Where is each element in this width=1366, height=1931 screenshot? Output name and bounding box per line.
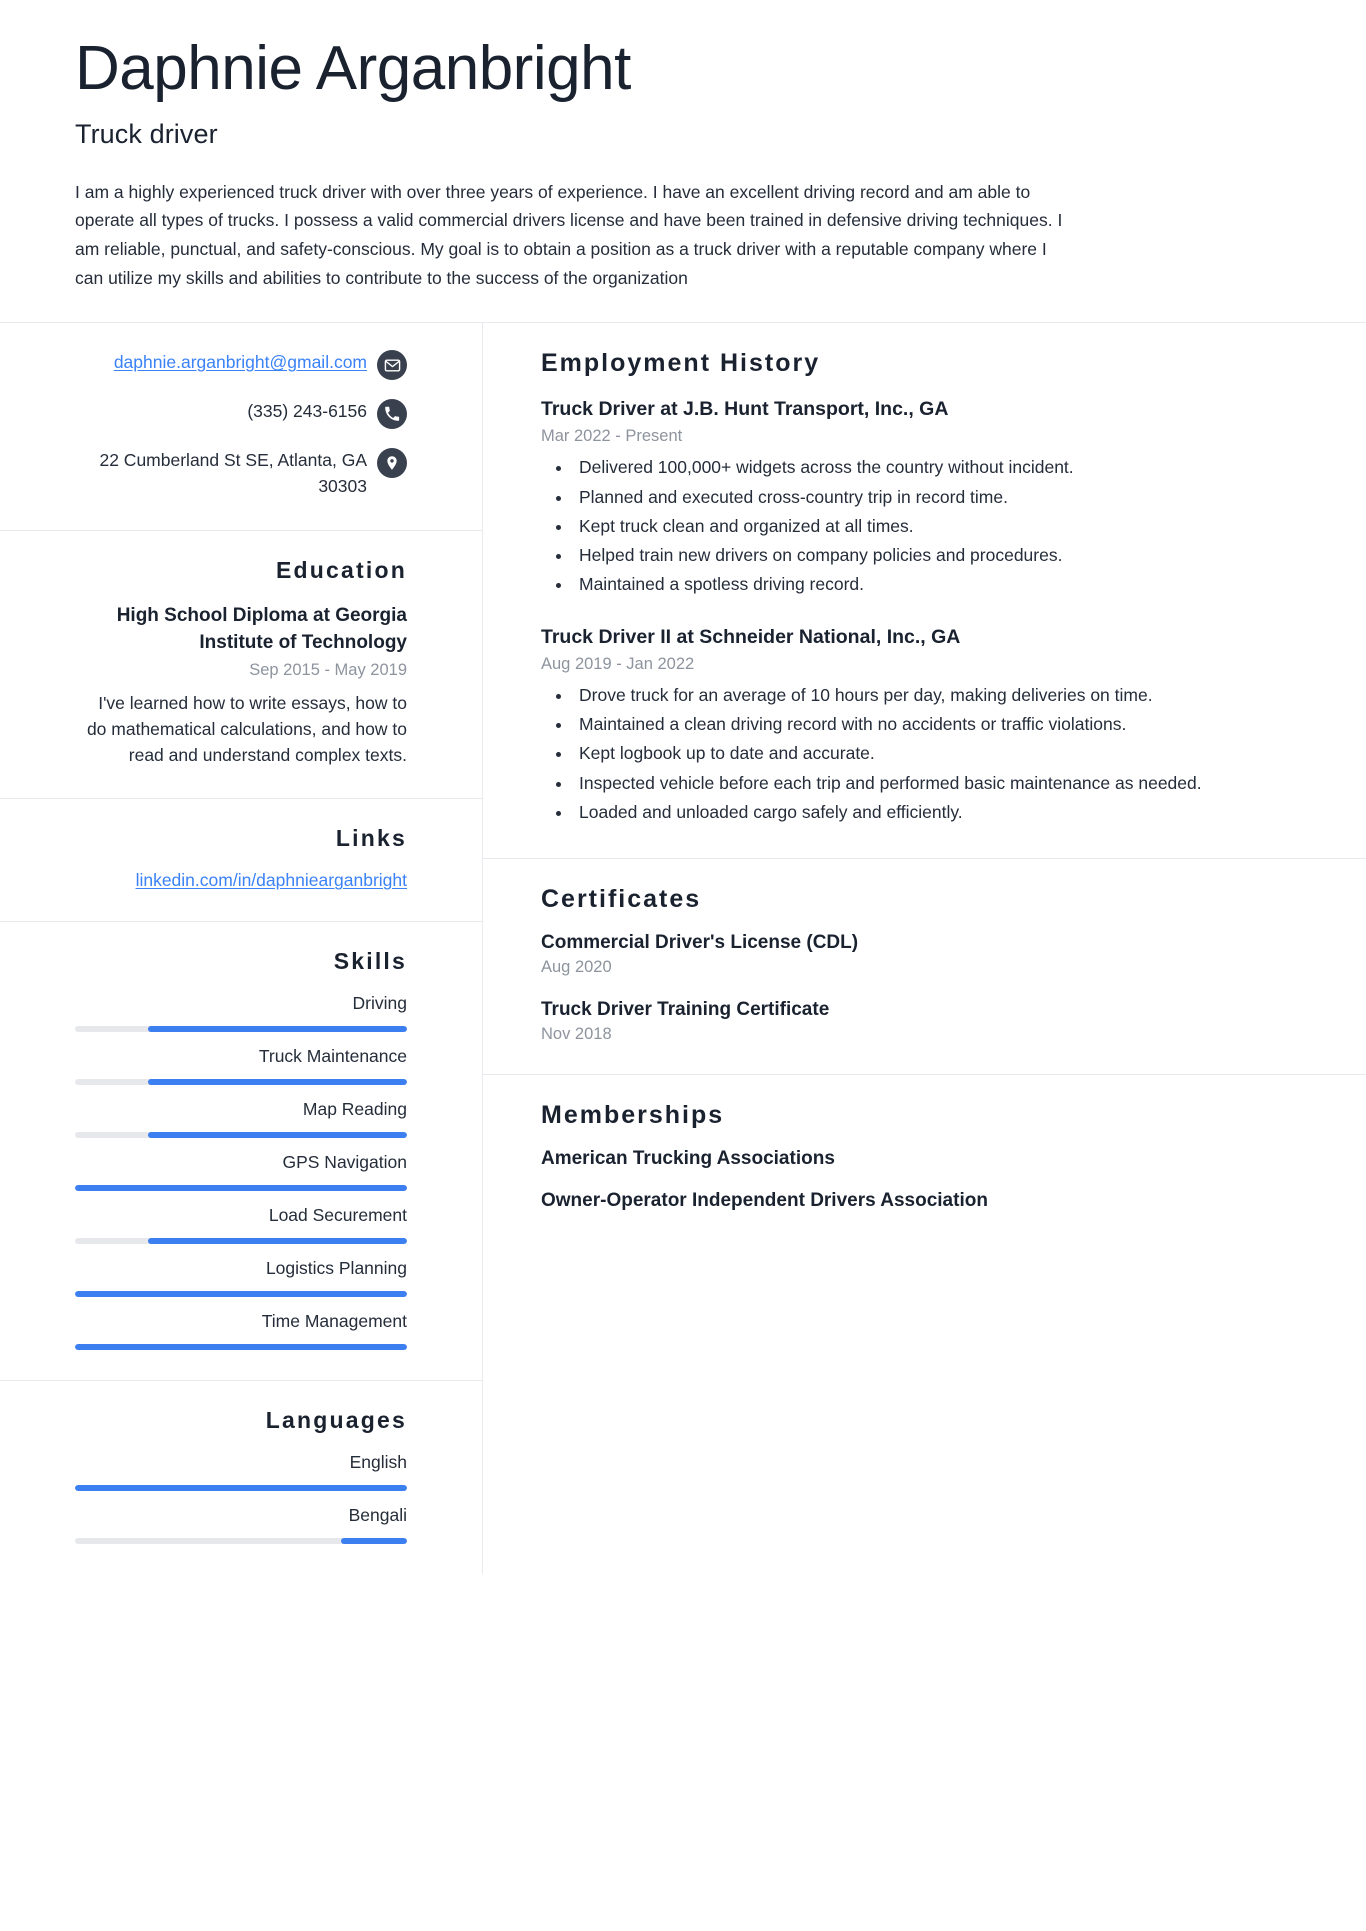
professional-summary: I am a highly experienced truck driver with over three years of experience. I have an excellent driving record and am able to operate all types of trucks. I possess a valid commercial drivers license and have been trained in defensive driving techniques. I am reliable, punctual, and safety-conscious. My goal is to obtain a position as a truck driver with a reputable company where I can utilize my skills and abilities to contribute to the success of the organization: [75, 181, 1063, 288]
language-item: [75, 1452, 407, 1491]
job-bullet: • Maintained a clean driving record with no accidents or traffic violations.: [573, 711, 1324, 737]
skill-label: Map Reading: [302, 1099, 407, 1120]
skill-level-fill: [148, 1079, 407, 1085]
skills-list: [75, 993, 407, 1350]
language-label: Bengali: [348, 1505, 407, 1526]
email-link[interactable]: daphnie.arganbright@gmail.com: [113, 352, 367, 373]
jobs-list: [541, 396, 1324, 825]
skill-level-fill: [148, 1132, 407, 1138]
education-block: [0, 531, 482, 800]
skill-label: Driving: [352, 993, 407, 1014]
language-level-bar: [75, 1485, 407, 1491]
main-content: [483, 323, 1366, 1574]
skill-item: [75, 993, 407, 1032]
certificate-entry: [541, 999, 1324, 1044]
education-entry: [75, 602, 407, 769]
skill-label: Logistics Planning: [265, 1258, 407, 1279]
skill-level-fill: [148, 1238, 407, 1244]
skill-level-fill: [75, 1291, 407, 1297]
certificate-date: Aug 2020: [541, 958, 612, 977]
contact-address-row[interactable]: [75, 447, 407, 500]
skill-level-bar: [75, 1291, 407, 1297]
certificates-title: Certificates: [541, 885, 702, 914]
skill-label: Load Securement: [268, 1205, 407, 1226]
job-bullet: • Planned and executed cross-country trip in record time.: [573, 484, 1324, 510]
phone-icon: [377, 399, 407, 429]
job-entry: [541, 624, 1324, 826]
job-bullet: • Delivered 100,000+ widgets across the country without incident.: [573, 454, 1324, 480]
education-description: I've learned how to write essays, how to do mathematical calculations, and how to read and understand complex texts.: [86, 692, 407, 766]
resume-header: [0, 0, 1366, 322]
memberships-block: [483, 1075, 1366, 1242]
skill-item: [75, 1311, 407, 1350]
skill-item: [75, 1258, 407, 1297]
job-bullet: • Kept truck clean and organized at all times.: [573, 513, 1324, 539]
skill-level-bar: [75, 1185, 407, 1191]
skill-label: Time Management: [261, 1311, 407, 1332]
resume-body: [0, 323, 1366, 1574]
job-entry: [541, 396, 1324, 598]
skill-level-bar: [75, 1238, 407, 1244]
languages-block: [0, 1381, 482, 1574]
employment-block: [483, 323, 1366, 859]
skill-level-bar: [75, 1132, 407, 1138]
language-level-fill: [75, 1485, 407, 1491]
employment-title: Employment History: [541, 349, 821, 378]
address-text: 22 Cumberland St SE, Atlanta, GA 30303: [99, 450, 367, 497]
education-title: Education: [276, 556, 407, 583]
certificate-name: Truck Driver Training Certificate: [541, 999, 830, 1021]
job-bullet: • Loaded and unloaded cargo safely and efficiently.: [573, 799, 1324, 825]
skill-level-bar: [75, 1079, 407, 1085]
skill-level-bar: [75, 1344, 407, 1350]
skill-level-fill: [148, 1026, 407, 1032]
job-date: Mar 2022 - Present: [541, 427, 683, 446]
language-level-fill: [341, 1538, 407, 1544]
job-heading: Truck Driver at J.B. Hunt Transport, Inc., GA: [541, 398, 949, 421]
membership-item: Owner-Operator Independent Drivers Association: [541, 1190, 988, 1212]
link-item-linkedin[interactable]: linkedin.com/in/daphniearganbright: [135, 870, 407, 891]
skill-label: GPS Navigation: [282, 1152, 407, 1173]
certificates-block: [483, 859, 1366, 1075]
job-heading: Truck Driver II at Schneider National, Inc., GA: [541, 625, 961, 648]
job-bullet: • Helped train new drivers on company policies and procedures.: [573, 542, 1324, 568]
job-bullet: • Kept logbook up to date and accurate.: [573, 740, 1324, 766]
contact-phone-row[interactable]: [75, 398, 407, 429]
phone-number: (335) 243-6156: [247, 401, 367, 422]
skill-item: [75, 1205, 407, 1244]
certificate-entry: [541, 932, 1324, 977]
links-title: Links: [335, 825, 407, 852]
language-level-bar: [75, 1538, 407, 1544]
skill-item: [75, 1099, 407, 1138]
job-bullet: • Maintained a spotless driving record.: [573, 571, 1324, 597]
language-item: [75, 1505, 407, 1544]
skill-level-fill: [75, 1344, 407, 1350]
contact-block: [0, 323, 482, 531]
certificate-name: Commercial Driver's License (CDL): [541, 932, 859, 954]
job-bullet-list: [541, 454, 1324, 597]
location-pin-icon: [377, 448, 407, 478]
skill-item: [75, 1046, 407, 1085]
skill-item: [75, 1152, 407, 1191]
memberships-title: Memberships: [541, 1101, 725, 1130]
languages-title: Languages: [265, 1407, 407, 1434]
memberships-list: [541, 1148, 1324, 1212]
job-title: Truck driver: [75, 118, 218, 149]
certificate-date: Nov 2018: [541, 1025, 612, 1044]
sidebar: [0, 323, 483, 1574]
job-date: Aug 2019 - Jan 2022: [541, 654, 695, 673]
skill-level-bar: [75, 1026, 407, 1032]
job-bullet: • Inspected vehicle before each trip and performed basic maintenance as needed.: [573, 770, 1324, 796]
links-block: [0, 799, 482, 922]
job-bullet: • Drove truck for an average of 10 hours per day, making deliveries on time.: [573, 682, 1324, 708]
page-title: Daphnie Arganbright: [75, 34, 631, 103]
education-date: Sep 2015 - May 2019: [249, 660, 407, 679]
languages-list: [75, 1452, 407, 1544]
skill-label: Truck Maintenance: [258, 1046, 407, 1067]
skills-block: [0, 922, 482, 1381]
envelope-icon: [377, 350, 407, 380]
education-degree: High School Diploma at Georgia Institute of Technology: [116, 604, 407, 654]
language-label: English: [349, 1452, 407, 1473]
contact-email-row[interactable]: [75, 349, 407, 380]
membership-item: American Trucking Associations: [541, 1148, 835, 1170]
skills-title: Skills: [333, 948, 407, 975]
certificates-list: [541, 932, 1324, 1044]
job-bullet-list: [541, 682, 1324, 825]
skill-level-fill: [75, 1185, 407, 1191]
